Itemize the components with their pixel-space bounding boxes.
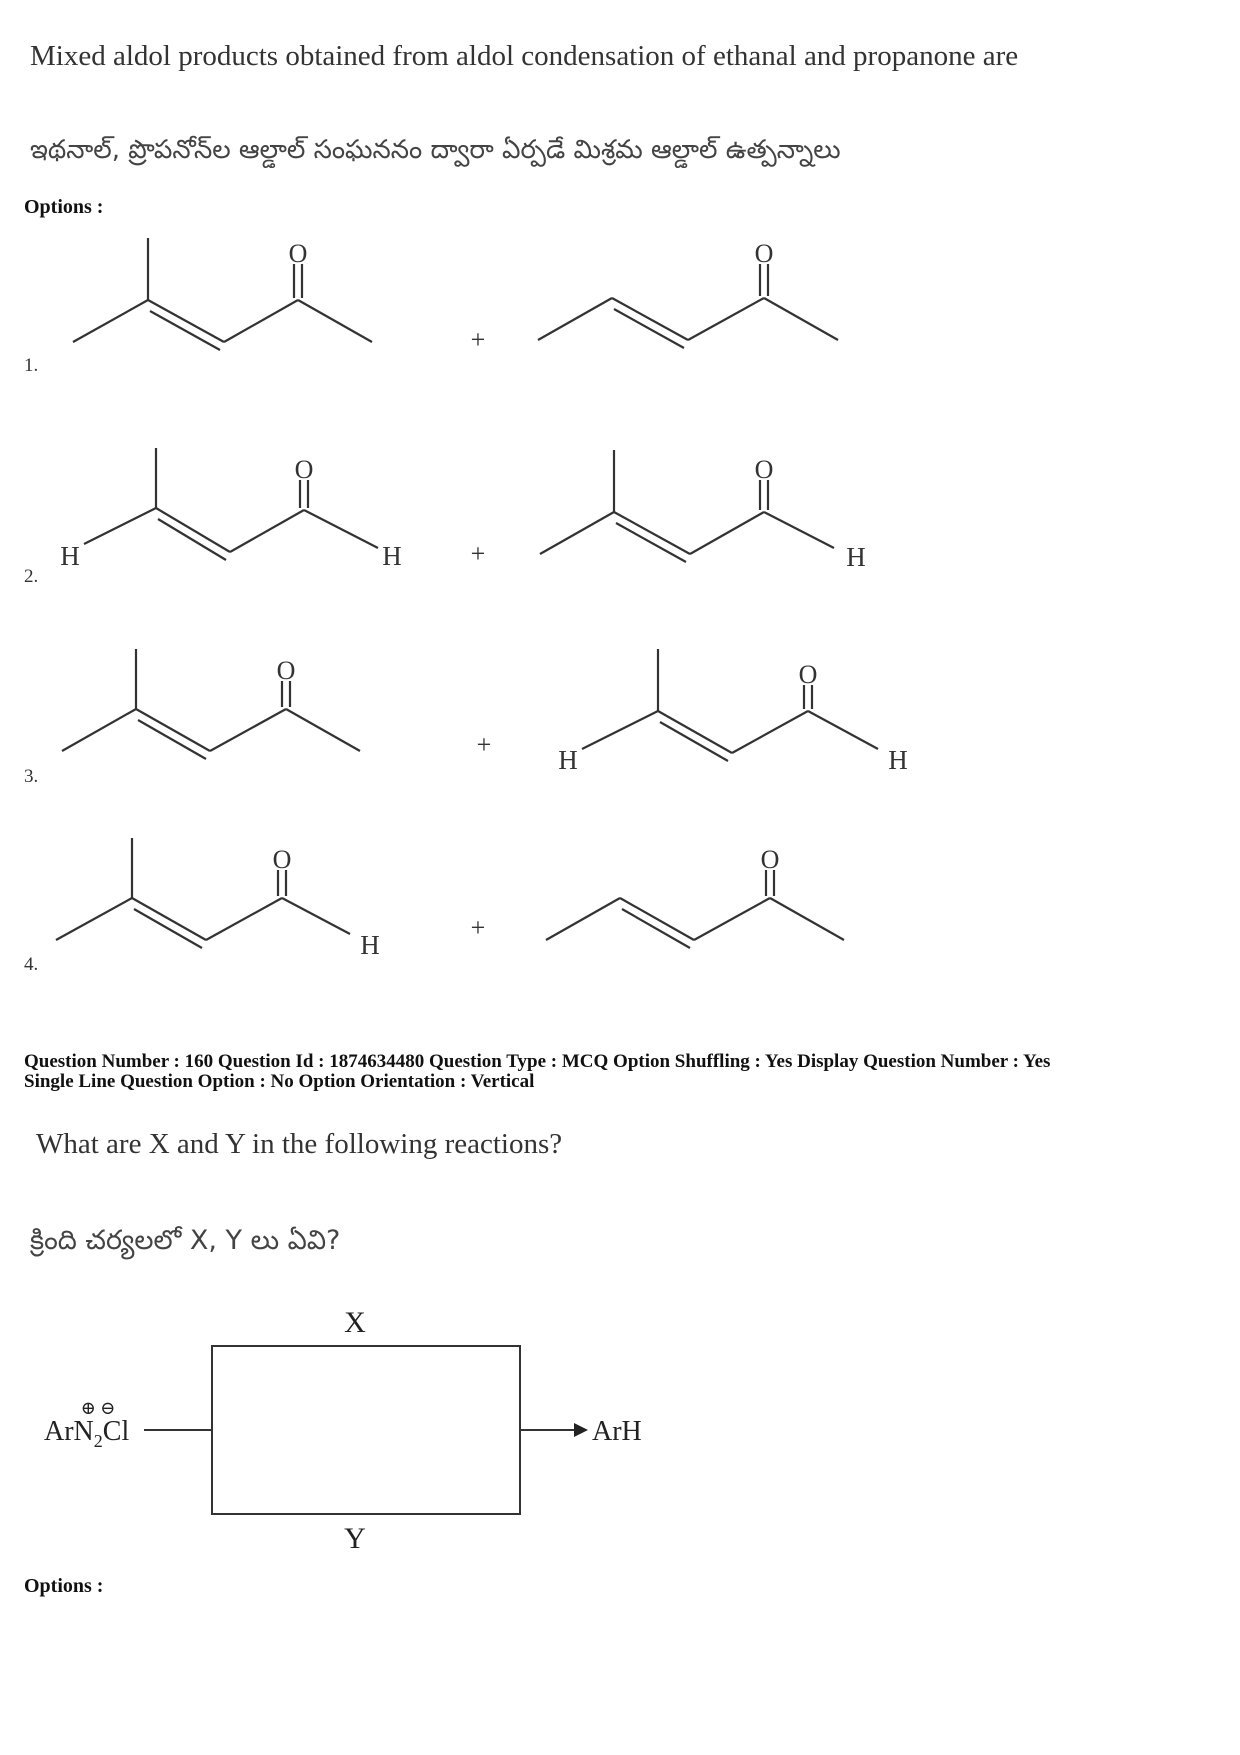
option-2-left-hydrogen-1: H (60, 541, 80, 571)
question-metadata-line-2: Single Line Question Option : No Option Orientation : Vertical (24, 1071, 535, 1092)
option-2-structures[interactable] (0, 440, 1240, 580)
option-4-left-molecule (56, 838, 350, 948)
option-2-left-oxygen: O (294, 455, 314, 484)
option-4-number: 4. (24, 954, 39, 975)
option-4-right-molecule (546, 870, 844, 948)
option-3-left-molecule (62, 649, 360, 759)
question-metadata (24, 1052, 1224, 1092)
option-1-plus: + (470, 325, 486, 354)
product-arh: ArH (592, 1416, 642, 1447)
reactant-diazonium-salt: ArN$_2$Cl (44, 1416, 130, 1451)
option-2-right-molecule (540, 450, 834, 562)
option-3-plus: + (476, 730, 492, 759)
option-3-right-hydrogen-1: H (558, 745, 578, 775)
option-2-left-hydrogen-2: H (382, 541, 402, 571)
options-label: Options : (24, 196, 104, 218)
question-2-text-telugu: క్రింది చర్యలలో X, Y లు ఏవి? (30, 1225, 341, 1256)
option-4-structures[interactable] (0, 830, 1240, 970)
option-3-right-molecule (582, 649, 878, 761)
option-3-left-oxygen: O (276, 656, 296, 685)
reagent-y-label: Y (344, 1522, 366, 1555)
arrow-head-icon (574, 1423, 588, 1437)
option-2-right-hydrogen: H (846, 542, 866, 572)
option-1-right-molecule (538, 264, 838, 348)
reaction-diagram (0, 1290, 1240, 1560)
option-1-structures[interactable] (0, 220, 1240, 360)
question-2-text-english: What are X and Y in the following reactions? (36, 1128, 563, 1160)
question-metadata-line-1: Question Number : 160 Question Id : 1874634480 Question Type : MCQ Option Shuffling : Yes Display Question Number : Yes (24, 1051, 1051, 1072)
options-label-2: Options : (24, 1575, 104, 1597)
question-1-text-telugu: ఇథనాల్, ప్రొపనోన్‌ల ఆల్డాల్ సంఘననం ద్వారా ఏర్పడే మిశ్రమ ఆల్డాల్ ఉత్పన్నాలు (30, 135, 841, 165)
option-3-right-oxygen: O (798, 660, 818, 689)
option-2-plus: + (470, 539, 486, 568)
option-1-left-oxygen: O (288, 239, 308, 268)
option-1-left-molecule (73, 238, 372, 350)
reagent-x-label: X (344, 1306, 366, 1339)
reaction-box (212, 1346, 520, 1514)
option-4-right-oxygen: O (760, 845, 780, 874)
option-1-right-oxygen: O (754, 239, 774, 268)
option-3-structures[interactable] (0, 645, 1240, 785)
option-3-number: 3. (24, 766, 39, 787)
question-1-text-english: Mixed aldol products obtained from aldol condensation of ethanal and propanone are (30, 40, 1019, 72)
option-2-right-oxygen: O (754, 455, 774, 484)
reactant-charge-symbols: ⊕ ⊖ (80, 1398, 116, 1418)
option-1-number: 1. (24, 355, 39, 376)
option-3-right-hydrogen-2: H (888, 745, 908, 775)
option-4-left-hydrogen: H (360, 930, 380, 960)
option-2-number: 2. (24, 566, 39, 587)
option-4-plus: + (470, 913, 486, 942)
option-4-left-oxygen: O (272, 845, 292, 874)
option-2-left-molecule (84, 448, 378, 560)
